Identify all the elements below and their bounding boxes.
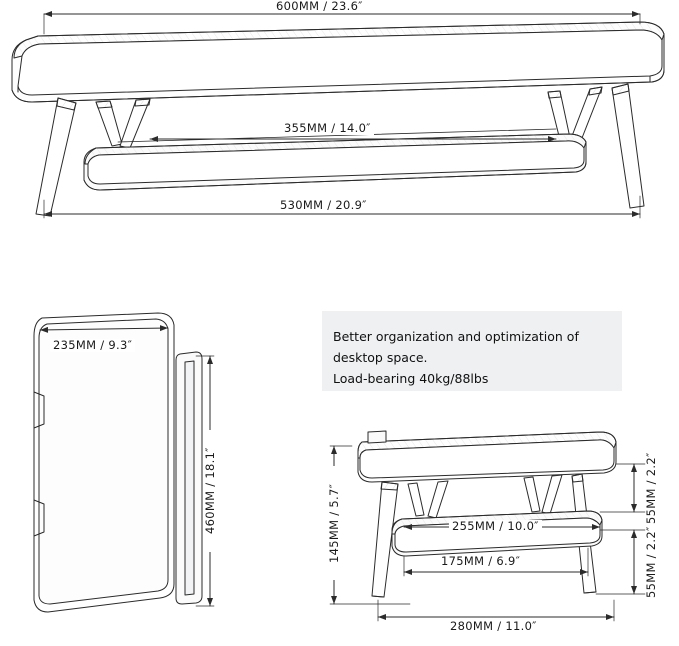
feature-note-line-2: desktop space.: [333, 350, 428, 365]
dimension-label-front-base-width: 280MM / 11.0″: [447, 620, 540, 633]
feature-note-line-1: Better organization and optimization of: [333, 329, 579, 344]
feature-note-line-3: Load-bearing 40kg/88lbs: [333, 371, 489, 386]
feature-note-text: [333, 326, 618, 389]
dimension-label-front-inner-width: 175MM / 6.9″: [438, 555, 523, 568]
dimension-label-front-lower-gap: 55MM / 2.2″: [645, 527, 658, 601]
dimension-label-profile-height: 460MM / 18.1″: [204, 430, 217, 552]
dimension-label-base-width: 530MM / 20.9″: [277, 199, 370, 212]
dimension-label-front-total-height: 145MM / 5.7″: [328, 466, 341, 580]
dimension-label-top-width: 600MM / 23.6″: [273, 0, 366, 13]
dimension-label-front-upper-gap: 55MM / 2.2″: [645, 453, 658, 527]
dimension-label-front-shelf-width: 255MM / 10.0″: [449, 520, 542, 533]
dimension-label-profile-width: 235MM / 9.3″: [50, 339, 135, 352]
dimension-label-shelf-width: 355MM / 14.0″: [281, 122, 374, 135]
